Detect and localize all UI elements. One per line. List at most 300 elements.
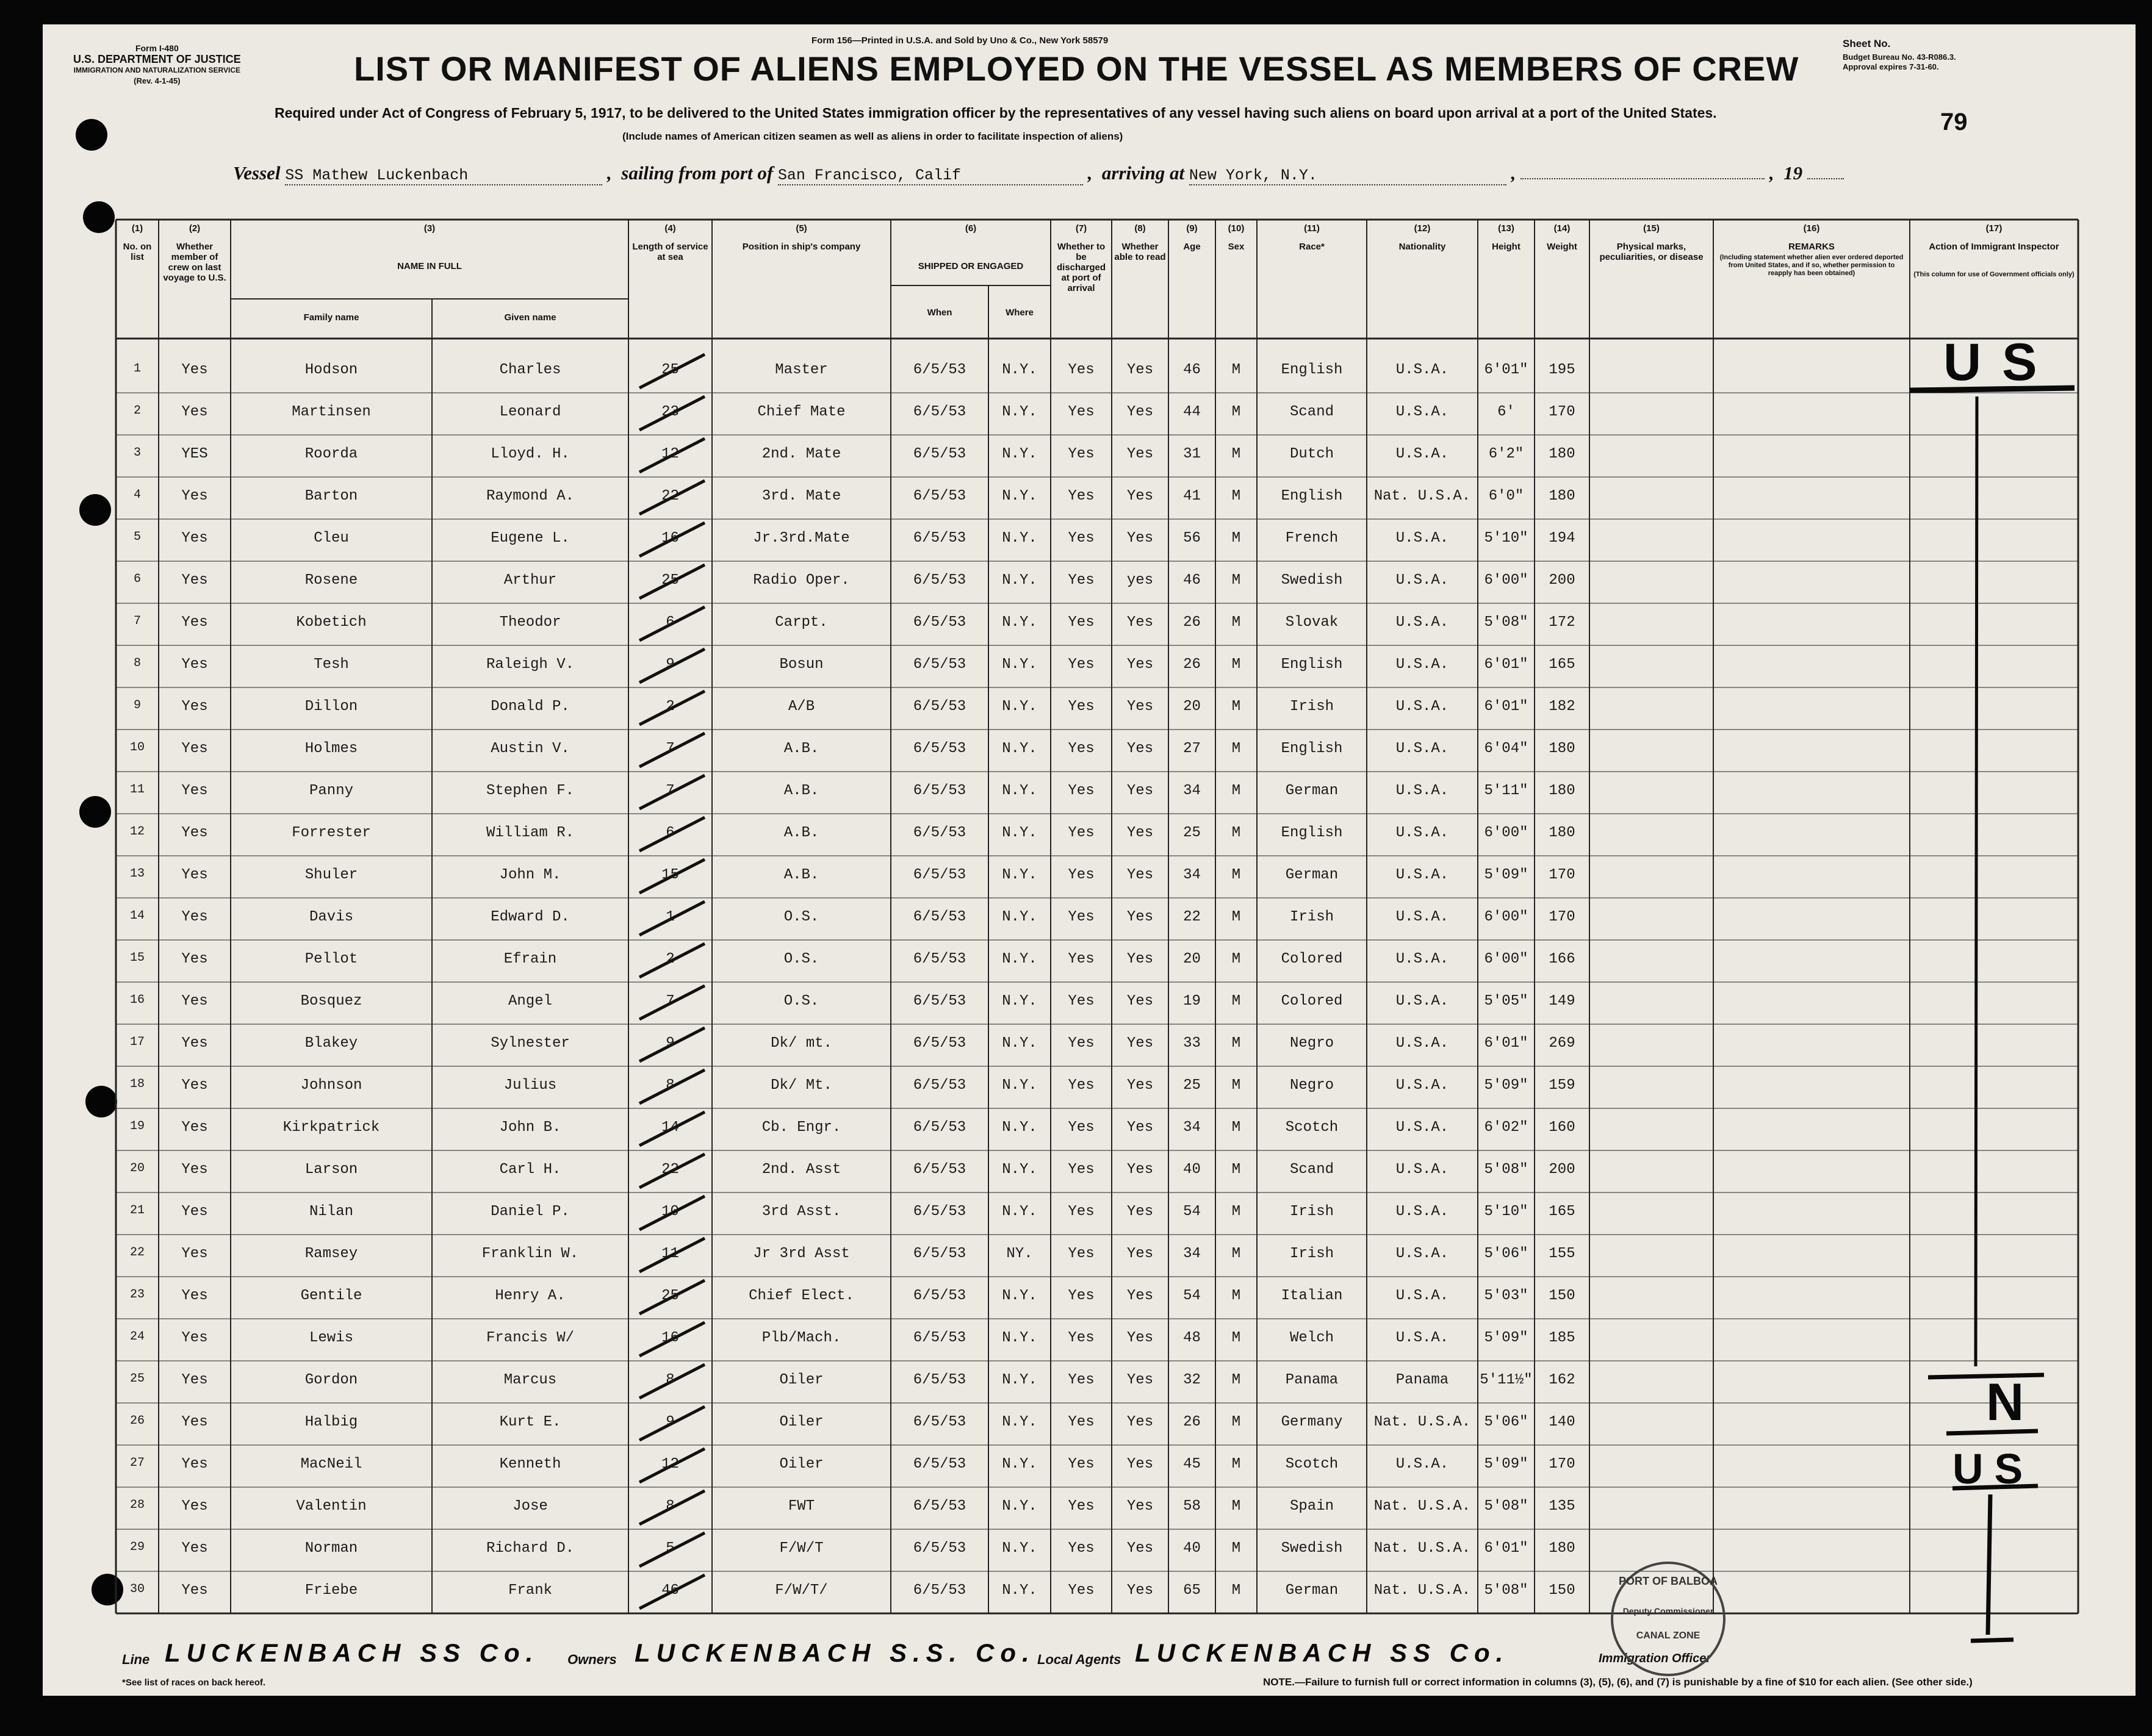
cell-service: 16 — [661, 530, 679, 547]
cell-discharged: Yes — [1068, 530, 1095, 547]
cell-where: N.Y. — [1002, 488, 1037, 504]
cell-nat: U.S.A. — [1395, 1077, 1449, 1094]
cell-height: 6'2" — [1488, 446, 1524, 462]
sailing-label: sailing from port of — [621, 162, 774, 184]
cell-nat: Nat. U.S.A. — [1373, 1498, 1471, 1515]
cell-age: 34 — [1183, 1119, 1201, 1136]
cell-given: Francis W/ — [486, 1330, 575, 1346]
cell-position: A.B. — [783, 867, 819, 883]
cell-discharged: Yes — [1068, 614, 1095, 631]
cell-position: O.S. — [783, 909, 819, 925]
cell-height: 5'06" — [1484, 1414, 1528, 1430]
cell-service: 6 — [666, 825, 675, 841]
cell-given: Richard D. — [486, 1540, 575, 1557]
cell-position: Oiler — [779, 1456, 824, 1472]
cell-weight: 180 — [1549, 446, 1575, 462]
cell-given: Daniel P. — [491, 1203, 570, 1220]
cell-height: 5'09" — [1484, 1456, 1528, 1472]
cell-no: 28 — [129, 1498, 145, 1512]
cell-height: 6'01" — [1484, 1540, 1528, 1557]
cell-no: 24 — [129, 1330, 145, 1344]
cell-read: Yes — [1126, 741, 1154, 757]
cell-given: William R. — [486, 825, 575, 841]
cell-nat: U.S.A. — [1395, 614, 1449, 631]
cell-position: A.B. — [783, 825, 819, 841]
cell-last: Yes — [181, 783, 208, 799]
cell-age: 48 — [1183, 1330, 1201, 1346]
cell-weight: 165 — [1549, 656, 1575, 673]
cell-sex: M — [1231, 1035, 1241, 1052]
cell-given: Raleigh V. — [486, 656, 575, 673]
cell-last: Yes — [181, 1288, 208, 1304]
cell-height: 5'08" — [1484, 1582, 1528, 1599]
cell-when: 6/5/53 — [913, 404, 966, 420]
column-number-5: (5) — [796, 223, 807, 234]
cell-family: Pellot — [304, 951, 358, 967]
cell-height: 6'00" — [1484, 572, 1528, 589]
cell-age: 46 — [1183, 572, 1201, 589]
cell-last: Yes — [181, 1456, 208, 1472]
cell-age: 20 — [1183, 698, 1201, 715]
cell-where: N.Y. — [1002, 404, 1037, 420]
cell-age: 20 — [1183, 951, 1201, 967]
cell-discharged: Yes — [1068, 572, 1095, 589]
cell-race: Dutch — [1289, 446, 1334, 462]
cell-when: 6/5/53 — [913, 656, 966, 673]
cell-last: Yes — [181, 362, 208, 378]
cell-family: Gentile — [300, 1288, 362, 1304]
cell-no: 21 — [129, 1203, 145, 1218]
cell-position: Plb/Mach. — [761, 1330, 841, 1346]
cell-sex: M — [1231, 825, 1241, 841]
cell-where: N.Y. — [1002, 1414, 1037, 1430]
cell-height: 5'11½" — [1480, 1372, 1533, 1388]
cell-last: Yes — [181, 656, 208, 673]
cell-race: Scotch — [1285, 1119, 1339, 1136]
cell-given: Charles — [499, 362, 561, 378]
cell-family: Forrester — [292, 825, 371, 841]
column-label-8: Whether able to read — [1114, 242, 1166, 262]
cell-no: 11 — [129, 783, 145, 797]
cell-last: Yes — [181, 530, 208, 547]
cell-age: 26 — [1183, 614, 1201, 631]
column-label-11: Race* — [1299, 242, 1325, 252]
cell-weight: 165 — [1549, 1203, 1575, 1220]
column-label-7: Whether to be discharged at port of arrival — [1056, 242, 1106, 293]
cell-race: Negro — [1289, 1077, 1334, 1094]
cell-discharged: Yes — [1068, 1119, 1095, 1136]
cell-sex: M — [1231, 572, 1241, 589]
cell-weight: 166 — [1549, 951, 1575, 967]
cell-given: Carl H. — [499, 1161, 561, 1178]
cell-where: N.Y. — [1002, 1203, 1037, 1220]
cell-age: 26 — [1183, 656, 1201, 673]
cell-position: Cb. Engr. — [761, 1119, 841, 1136]
cell-discharged: Yes — [1068, 783, 1095, 799]
cell-race: Slovak — [1285, 614, 1339, 631]
cell-when: 6/5/53 — [913, 741, 966, 757]
cell-weight: 180 — [1549, 783, 1575, 799]
cell-last: Yes — [181, 1119, 208, 1136]
cell-read: Yes — [1126, 1203, 1154, 1220]
cell-height: 5'10" — [1484, 1203, 1528, 1220]
cell-weight: 180 — [1549, 488, 1575, 504]
cell-nat: U.S.A. — [1395, 1119, 1449, 1136]
cell-read: Yes — [1126, 1119, 1154, 1136]
cell-weight: 170 — [1549, 1456, 1575, 1472]
cell-read: Yes — [1126, 1330, 1154, 1346]
cell-read: Yes — [1126, 656, 1154, 673]
cell-nat: U.S.A. — [1395, 572, 1449, 589]
cell-sex: M — [1231, 530, 1241, 547]
cell-no: 25 — [129, 1372, 145, 1386]
cell-race: English — [1281, 825, 1343, 841]
cell-family: Tesh — [314, 656, 349, 673]
cell-when: 6/5/53 — [913, 1456, 966, 1472]
column-number-1: (1) — [131, 223, 143, 234]
cell-given: Eugene L. — [491, 530, 570, 547]
cell-when: 6/5/53 — [913, 1246, 966, 1262]
cell-age: 58 — [1183, 1498, 1201, 1515]
column-label-5: Position in ship's company — [742, 242, 861, 252]
cell-discharged: Yes — [1068, 825, 1095, 841]
cell-height: 5'05" — [1484, 993, 1528, 1010]
race-note: *See list of races on back hereof. — [122, 1677, 266, 1688]
cell-family: Rosene — [304, 572, 358, 589]
cell-when: 6/5/53 — [913, 909, 966, 925]
cell-read: Yes — [1126, 867, 1154, 883]
cell-nat: U.S.A. — [1395, 909, 1449, 925]
cell-race: German — [1285, 783, 1339, 799]
column-action-sub: (This column for use of Government officials only) — [1913, 271, 2075, 278]
cell-height: 6'01" — [1484, 698, 1528, 715]
cell-service: 8 — [666, 1372, 675, 1388]
cell-weight: 170 — [1549, 404, 1575, 420]
include-note: (Include names of American citizen seamen as well as aliens in order to facilitate inspection of aliens) — [622, 131, 1123, 142]
cell-nat: U.S.A. — [1395, 1203, 1449, 1220]
cell-read: Yes — [1126, 1540, 1154, 1557]
cell-age: 31 — [1183, 446, 1201, 462]
cell-read: Yes — [1126, 530, 1154, 547]
cell-sex: M — [1231, 1456, 1241, 1472]
cell-read: Yes — [1126, 1288, 1154, 1304]
cell-where: N.Y. — [1002, 698, 1037, 715]
cell-sex: M — [1231, 1498, 1241, 1515]
column-number-9: (9) — [1186, 223, 1198, 234]
cell-position: Carpt. — [775, 614, 828, 631]
cell-sex: M — [1231, 741, 1241, 757]
cell-when: 6/5/53 — [913, 698, 966, 715]
cell-position: Chief Mate — [757, 404, 846, 420]
cell-service: 7 — [666, 993, 675, 1010]
cell-age: 25 — [1183, 825, 1201, 841]
line-label: Line — [122, 1652, 150, 1667]
column-label-13: Height — [1492, 242, 1520, 252]
sheet-number: 79 — [1940, 109, 1968, 135]
cell-last: Yes — [181, 1414, 208, 1430]
cell-family: Halbig — [304, 1414, 358, 1430]
cell-service: 22 — [661, 488, 679, 504]
cell-discharged: Yes — [1068, 1035, 1095, 1052]
cell-read: Yes — [1126, 1161, 1154, 1178]
cell-race: Swedish — [1281, 572, 1343, 589]
approval: Approval expires 7-31-60. — [1843, 62, 1939, 71]
cell-last: Yes — [181, 825, 208, 841]
cell-when: 6/5/53 — [913, 1498, 966, 1515]
cell-sex: M — [1231, 783, 1241, 799]
cell-no: 12 — [129, 825, 145, 839]
cell-sex: M — [1231, 867, 1241, 883]
cell-when: 6/5/53 — [913, 572, 966, 589]
cell-given: Theodor — [499, 614, 561, 631]
cell-when: 6/5/53 — [913, 825, 966, 841]
page-title: LIST OR MANIFEST OF ALIENS EMPLOYED ON THE VESSEL AS MEMBERS OF CREW — [354, 49, 1799, 88]
cell-where: N.Y. — [1002, 741, 1037, 757]
cell-when: 6/5/53 — [913, 362, 966, 378]
cell-no: 20 — [129, 1161, 145, 1175]
cell-discharged: Yes — [1068, 1414, 1095, 1430]
cell-position: Radio Oper. — [753, 572, 850, 589]
cell-last: Yes — [181, 867, 208, 883]
cell-service: 22 — [661, 1161, 679, 1178]
cell-discharged: Yes — [1068, 446, 1095, 462]
cell-weight: 269 — [1549, 1035, 1575, 1052]
column-number-15: (15) — [1643, 223, 1660, 234]
cell-nat: U.S.A. — [1395, 1330, 1449, 1346]
cell-given: Frank — [508, 1582, 552, 1599]
cell-weight: 162 — [1549, 1372, 1575, 1388]
cell-when: 6/5/53 — [913, 867, 966, 883]
cell-nat: Nat. U.S.A. — [1373, 1414, 1471, 1430]
cell-read: Yes — [1126, 404, 1154, 420]
cell-family: Shuler — [304, 867, 358, 883]
cell-given: Sylnester — [491, 1035, 570, 1052]
cell-last: Yes — [181, 1203, 208, 1220]
cell-no: 18 — [129, 1077, 145, 1091]
cell-no: 9 — [133, 698, 141, 712]
cell-sex: M — [1231, 404, 1241, 420]
cell-service: 23 — [661, 404, 679, 420]
cell-when: 6/5/53 — [913, 446, 966, 462]
cell-given: Austin V. — [491, 741, 570, 757]
cell-age: 40 — [1183, 1540, 1201, 1557]
column-where: Where — [1006, 307, 1034, 318]
cell-family: Barton — [304, 488, 358, 504]
cell-nat: U.S.A. — [1395, 362, 1449, 378]
cell-discharged: Yes — [1068, 1582, 1095, 1599]
department: U.S. DEPARTMENT OF JUSTICE — [73, 53, 241, 65]
cell-height: 5'09" — [1484, 1330, 1528, 1346]
column-given-name: Given name — [504, 312, 556, 323]
cell-given: Henry A. — [495, 1288, 566, 1304]
cell-age: 25 — [1183, 1077, 1201, 1094]
cell-discharged: Yes — [1068, 1288, 1095, 1304]
cell-given: Franklin W. — [481, 1246, 579, 1262]
cell-family: Kobetich — [296, 614, 367, 631]
cell-read: Yes — [1126, 1414, 1154, 1430]
cell-given: John M. — [499, 867, 561, 883]
cell-last: Yes — [181, 1330, 208, 1346]
cell-given: Julius — [503, 1077, 557, 1094]
cell-height: 6'00" — [1484, 909, 1528, 925]
cell-race: English — [1281, 656, 1343, 673]
agents-value: LUCKENBACH SS Co. — [1135, 1638, 1510, 1667]
cell-read: Yes — [1126, 1498, 1154, 1515]
cell-nat: U.S.A. — [1395, 783, 1449, 799]
cell-no: 14 — [129, 909, 145, 923]
cell-sex: M — [1231, 656, 1241, 673]
column-number-16: (16) — [1803, 223, 1820, 234]
cell-family: Dillon — [304, 698, 358, 715]
cell-discharged: Yes — [1068, 488, 1095, 504]
cell-when: 6/5/53 — [913, 1540, 966, 1557]
column-when: When — [927, 307, 952, 318]
cell-discharged: Yes — [1068, 362, 1095, 378]
cell-service: 7 — [666, 783, 675, 799]
cell-no: 27 — [129, 1456, 145, 1470]
column-number-11: (11) — [1304, 223, 1320, 234]
column-number-6: (6) — [965, 223, 977, 234]
cell-position: Jr 3rd Asst — [753, 1246, 850, 1262]
cell-weight: 155 — [1549, 1246, 1575, 1262]
cell-height: 5'06" — [1484, 1246, 1528, 1262]
column-number-13: (13) — [1498, 223, 1514, 234]
cell-nat: U.S.A. — [1395, 741, 1449, 757]
cell-sex: M — [1231, 1540, 1241, 1557]
vessel-line: Vessel SS Mathew Luckenbach , sailing from port of San Francisco, Calif , arriving at New York, N.Y. , , 19 — [233, 162, 1844, 185]
cell-height: 6' — [1497, 404, 1515, 420]
column-label-4: Length of service at sea — [632, 242, 708, 262]
cell-when: 6/5/53 — [913, 1330, 966, 1346]
cell-given: Efrain — [503, 951, 557, 967]
cell-family: Larson — [304, 1161, 358, 1178]
cell-last: Yes — [181, 1161, 208, 1178]
cell-when: 6/5/53 — [913, 488, 966, 504]
cell-race: Colored — [1281, 993, 1343, 1010]
cell-position: Dk/ Mt. — [771, 1077, 832, 1094]
cell-discharged: Yes — [1068, 1246, 1095, 1262]
cell-given: Leonard — [499, 404, 561, 420]
cell-when: 6/5/53 — [913, 1203, 966, 1220]
cell-when: 6/5/53 — [913, 1582, 966, 1599]
cell-family: Ramsey — [304, 1246, 358, 1262]
cell-service: 25 — [661, 1288, 679, 1304]
column-number-10: (10) — [1228, 223, 1245, 234]
stamp-bottom: CANAL ZONE — [1636, 1630, 1700, 1641]
cell-race: English — [1281, 362, 1343, 378]
cell-where: N.Y. — [1002, 951, 1037, 967]
cell-when: 6/5/53 — [913, 1035, 966, 1052]
form-number: Form I-480 — [135, 43, 179, 53]
action-mark-us-top: US — [1943, 333, 2058, 392]
cell-height: 5'09" — [1484, 867, 1528, 883]
cell-where: N.Y. — [1002, 1077, 1037, 1094]
cell-race: Irish — [1289, 1246, 1334, 1262]
cell-last: Yes — [181, 404, 208, 420]
cell-read: Yes — [1126, 951, 1154, 967]
cell-where: N.Y. — [1002, 656, 1037, 673]
cell-race: Welch — [1289, 1330, 1334, 1346]
cell-position: Dk/ mt. — [771, 1035, 832, 1052]
cell-last: Yes — [181, 1246, 208, 1262]
year-prefix: 19 — [1783, 162, 1803, 184]
cell-nat: U.S.A. — [1395, 1288, 1449, 1304]
cell-family: Friebe — [304, 1582, 358, 1599]
cell-where: N.Y. — [1002, 1498, 1037, 1515]
cell-when: 6/5/53 — [913, 1119, 966, 1136]
column-number-7: (7) — [1075, 223, 1087, 234]
vessel-name: SS Mathew Luckenbach — [285, 167, 602, 185]
required-text: Required under Act of Congress of February 5, 1917, to be delivered to the United States immigration officer by the representatives of any vessel having such aliens on board upon arrival at a port of the United States. — [275, 105, 1717, 121]
cell-sex: M — [1231, 951, 1241, 967]
cell-sex: M — [1231, 1246, 1241, 1262]
cell-sex: M — [1231, 993, 1241, 1010]
column-label-15: Physical marks, peculiarities, or disease — [1599, 242, 1704, 262]
cell-service: 12 — [661, 446, 679, 462]
column-label-3: NAME IN FULL — [397, 261, 462, 271]
cell-where: N.Y. — [1002, 572, 1037, 589]
cell-age: 34 — [1183, 867, 1201, 883]
cell-service: 11 — [661, 1246, 679, 1262]
cell-discharged: Yes — [1068, 1077, 1095, 1094]
service: IMMIGRATION AND NATURALIZATION SERVICE — [73, 66, 240, 74]
officer-label: Immigration Officer — [1599, 1652, 1711, 1665]
cell-service: 5 — [666, 1540, 675, 1557]
column-label-14: Weight — [1547, 242, 1577, 252]
cell-weight: 200 — [1549, 1161, 1575, 1178]
cell-height: 6'04" — [1484, 741, 1528, 757]
cell-last: Yes — [181, 1498, 208, 1515]
cell-sex: M — [1231, 1203, 1241, 1220]
cell-weight: 160 — [1549, 1119, 1575, 1136]
cell-height: 5'08" — [1484, 614, 1528, 631]
cell-race: Swedish — [1281, 1540, 1343, 1557]
printer-line: Form 156—Printed in U.S.A. and Sold by Uno & Co., New York 58579 — [811, 35, 1109, 46]
cell-nat: U.S.A. — [1395, 1456, 1449, 1472]
column-label-6: SHIPPED OR ENGAGED — [918, 261, 1024, 271]
column-label-1: No. on list — [123, 242, 152, 262]
cell-sex: M — [1231, 614, 1241, 631]
cell-read: Yes — [1126, 1246, 1154, 1262]
cell-height: 6'02" — [1484, 1119, 1528, 1136]
cell-read: Yes — [1126, 825, 1154, 841]
cell-sex: M — [1231, 909, 1241, 925]
cell-read: Yes — [1126, 1582, 1154, 1599]
cell-weight: 180 — [1549, 1540, 1575, 1557]
cell-where: N.Y. — [1002, 1372, 1037, 1388]
cell-last: Yes — [181, 741, 208, 757]
cell-nat: U.S.A. — [1395, 993, 1449, 1010]
cell-age: 40 — [1183, 1161, 1201, 1178]
cell-age: 26 — [1183, 1414, 1201, 1430]
cell-last: Yes — [181, 698, 208, 715]
cell-given: Donald P. — [491, 698, 570, 715]
cell-weight: 150 — [1549, 1582, 1575, 1599]
cell-no: 13 — [129, 867, 145, 881]
cell-no: 30 — [129, 1582, 145, 1596]
cell-race: English — [1281, 741, 1343, 757]
cell-age: 34 — [1183, 783, 1201, 799]
arriving-label: arriving at — [1101, 162, 1185, 184]
cell-height: 5'08" — [1484, 1498, 1528, 1515]
cell-where: N.Y. — [1002, 993, 1037, 1010]
cell-weight: 180 — [1549, 825, 1575, 841]
stamp-top: PORT OF BALBOA — [1619, 1575, 1718, 1587]
cell-age: 32 — [1183, 1372, 1201, 1388]
cell-where: N.Y. — [1002, 909, 1037, 925]
cell-discharged: Yes — [1068, 1372, 1095, 1388]
cell-read: Yes — [1126, 783, 1154, 799]
